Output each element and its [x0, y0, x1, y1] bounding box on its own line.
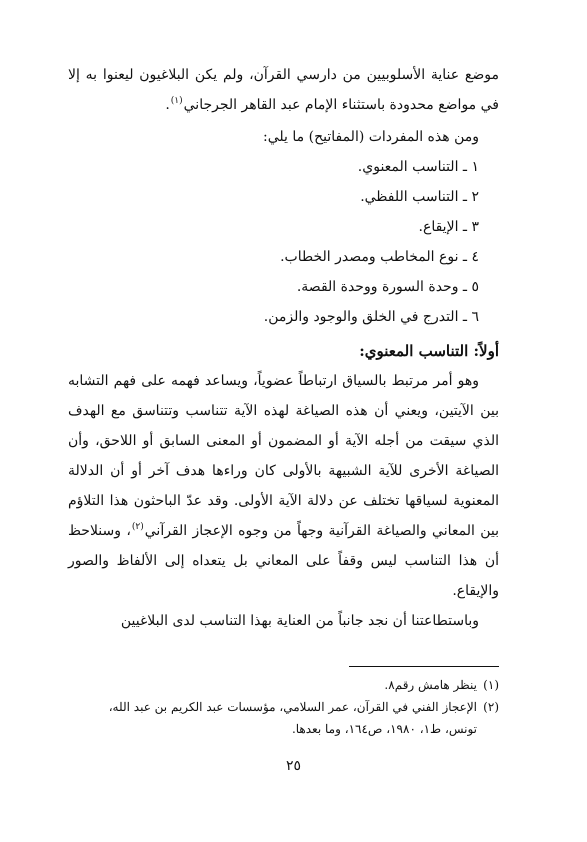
paragraph-2: وباستطاعتنا أن نجد جانباً من العناية بهذا التناسب لدى البلاغيين — [120, 613, 479, 629]
page-number: ٢٥ — [285, 758, 302, 774]
paragraph-1-text: وهو أمر مرتبط بالسياق ارتباطاً عضوياً، ويساعد فهمه على فهم التشابه بين الآيتين، ويعني أن هذه الصياغة لهذه الآية تتناسب وتتناسق مع الهدف الذي سيقت من أجله الآية أو المضمون أو المعنى السابق أو اللاحق، وأن الصياغة الأخرى للآية الشبيهة بالأولى كان وراءها هدف آخر أو أن الدلالة المعنوية لسياقها تختلف عن دلالة الآية الأولى. وقد عدّ الباحثون هذا التلاؤم بين المعاني والصياغة القرآنية وجهاً من وجوه الإعجاز القرآني — [68, 373, 500, 539]
list-item: ٤ ـ نوع المخاطب ومصدر الخطاب. — [280, 249, 479, 265]
footnote-text: الإعجاز الفني في القرآن، عمر السلامي، مؤسسات عبد الكريم بن عبد الله، — [108, 700, 477, 714]
keys-list — [68, 152, 499, 332]
footnote-number: (١) — [483, 678, 499, 692]
section-heading: أولاً: التناسب المعنوي: — [359, 342, 499, 360]
list-intro: ومن هذه المفردات (المفاتيح) ما يلي: — [263, 129, 479, 145]
footnote-item — [68, 674, 499, 696]
footnote-continuation: تونس، ط١، ١٩٨٠، ص١٦٤، وما بعدها. — [291, 722, 477, 736]
paragraph-1 — [68, 366, 499, 606]
list-item: ٦ ـ التدرج في الخلق والوجود والزمن. — [263, 309, 479, 325]
intro-text: موضع عناية الأسلوبيين من دارسي القرآن، ولم يكن البلاغيون ليعنوا به إلا في مواضع محدودة باستثناء الإمام عبد القاهر الجرجاني — [68, 67, 499, 113]
list-item: ٥ ـ وحدة السورة ووحدة القصة. — [296, 279, 479, 295]
page-body — [68, 60, 499, 636]
list-item: ٣ ـ الإيقاع. — [418, 219, 479, 235]
intro-paragraph — [68, 60, 499, 120]
footnotes — [68, 674, 499, 740]
list-item: ١ ـ التناسب المعنوي. — [357, 159, 479, 175]
intro-end: . — [165, 97, 170, 113]
footnote-item — [68, 696, 499, 718]
footnote-marker-2[interactable]: (٢) — [131, 522, 144, 533]
footnote-text: ينظر هامش رقم٨. — [384, 678, 477, 692]
list-item: ٢ ـ التناسب اللفظي. — [360, 189, 479, 205]
footnote-number: (٢) — [483, 700, 499, 714]
footnote-divider — [349, 666, 499, 667]
footnote-marker-1[interactable]: (١) — [170, 96, 183, 107]
paragraph-1-end: ، وسنلاحظ أن هذا التناسب ليس وقفاً على المعاني بل يتعداه إلى الألفاظ والصور والإيقاع. — [68, 523, 499, 599]
